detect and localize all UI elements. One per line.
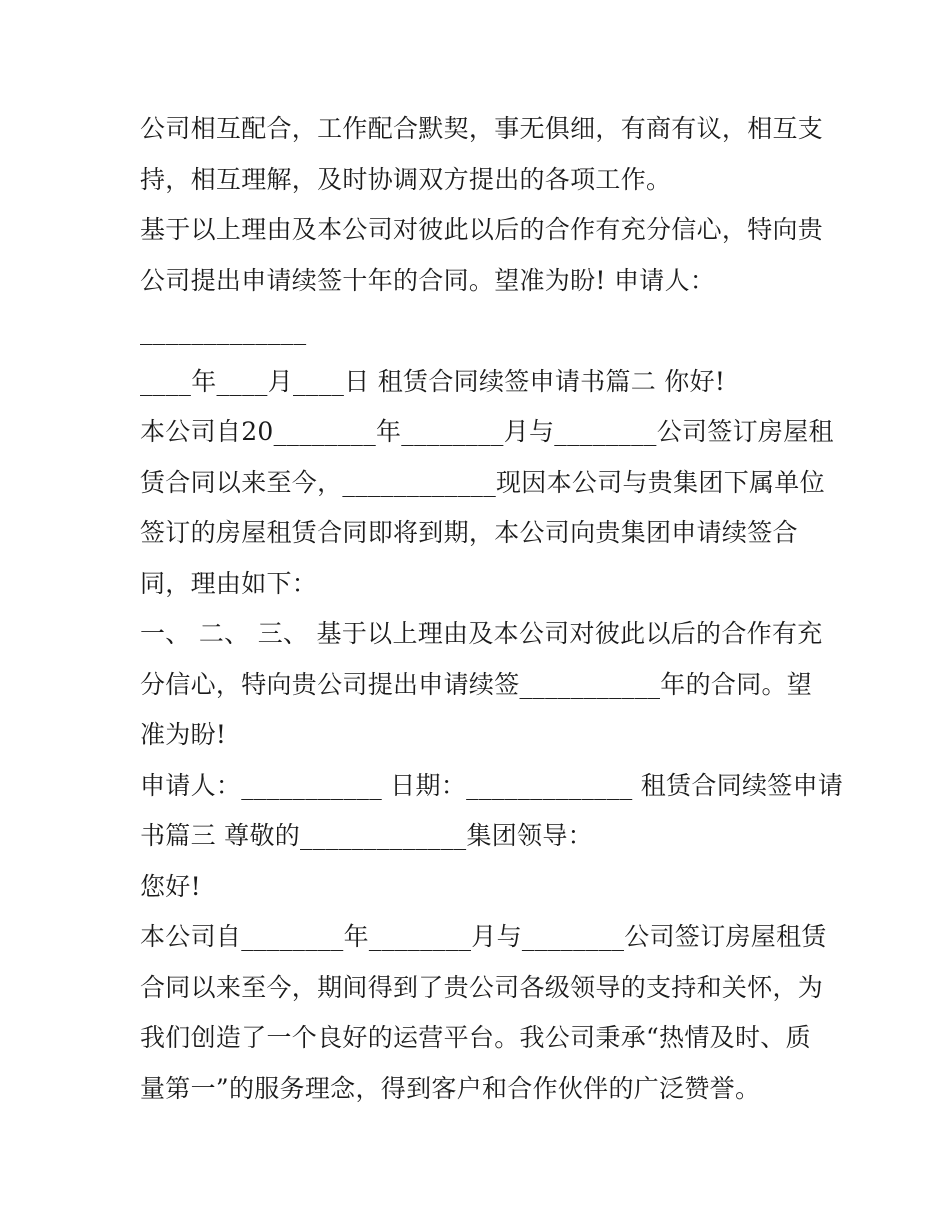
text-line: 持，相互理解，及时协调双方提出的各项工作。 — [140, 164, 672, 194]
text-line: 合同以来至今，期间得到了贵公司各级领导的支持和关怀，为 — [140, 972, 824, 1002]
text-line: 量第一”的服务理念，得到客户和合作伙伴的广泛赞誉。 — [140, 1073, 761, 1103]
text-line: 分信心，特向贵公司提出申请续签___________年的合同。望 — [140, 669, 813, 699]
text-line: 同，理由如下： — [140, 568, 318, 598]
text-line: ____年____月____日 租赁合同续签申请书篇二 你好! — [140, 366, 726, 396]
signature-blank-line: _____________ — [140, 316, 307, 345]
text-line: 基于以上理由及本公司对彼此以后的合作有充分信心，特向贵 — [140, 215, 824, 244]
text-line: 准为盼! — [140, 720, 227, 749]
text-line: 公司提出申请续签十年的合同。望准为盼! 申请人： — [140, 265, 716, 295]
text-line: 签订的房屋租赁合同即将到期，本公司向贵集团申请续签合 — [140, 518, 798, 547]
text-line: 赁合同以来至今，____________现因本公司与贵集团下属单位 — [140, 467, 825, 497]
text-line: 我们创造了一个良好的运营平台。我公司秉承“热情及时、质 — [140, 1023, 811, 1052]
document-body — [140, 104, 844, 1114]
text-line: 您好! — [140, 871, 201, 901]
text-line: 本公司自20________年________月与________公司签订房屋租 — [140, 417, 834, 446]
text-line: 公司相互配合，工作配合默契，事无俱细，有商有议，相互支 — [140, 114, 824, 143]
text-line: 本公司自________年________月与________公司签订房屋租赁 — [140, 922, 827, 951]
text-line: 一、 二、 三、 基于以上理由及本公司对彼此以后的合作有充 — [140, 619, 823, 648]
text-line: 申请人：___________ 日期：_____________ 租赁合同续签申请 — [140, 770, 844, 800]
text-line: 书篇三 尊敬的_____________集团领导： — [140, 821, 593, 850]
